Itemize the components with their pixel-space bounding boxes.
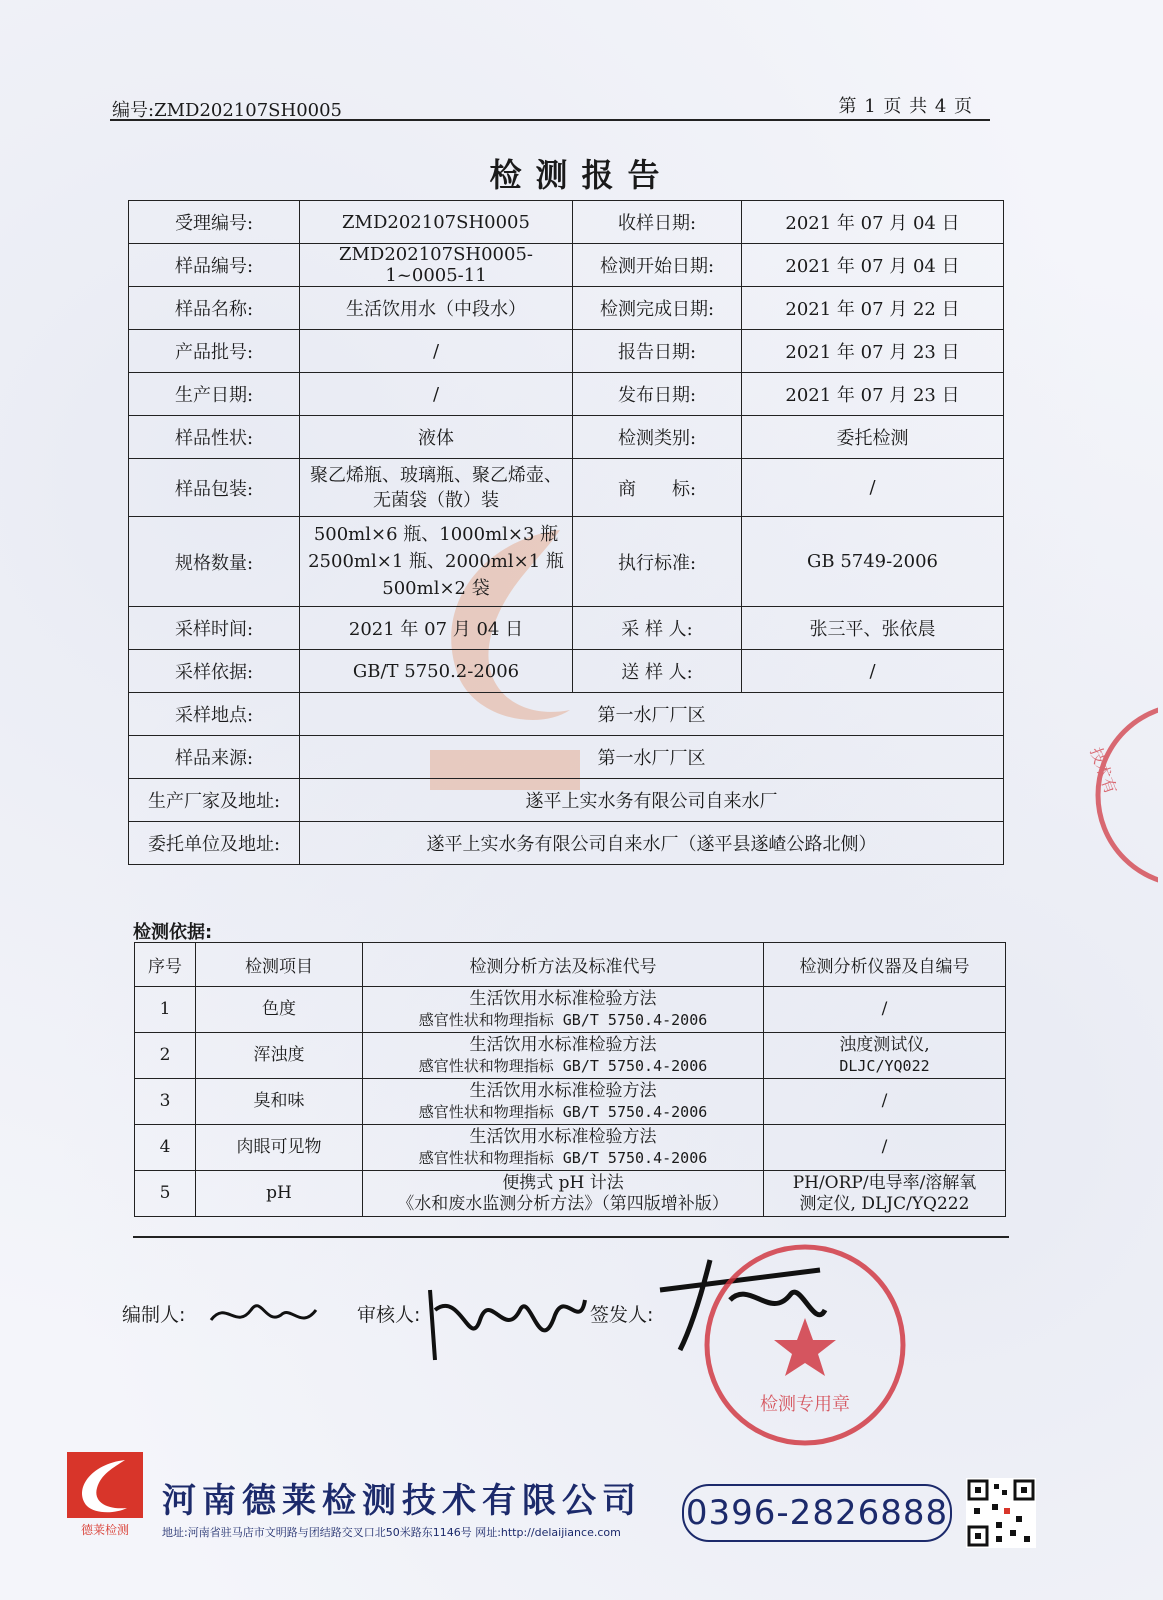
info-label: 检测完成日期: bbox=[573, 287, 742, 330]
info-value: 2021 年 07 月 23 日 bbox=[742, 330, 1004, 373]
info-label: 样品名称: bbox=[129, 287, 300, 330]
info-value bbox=[300, 459, 573, 517]
cell-item: 臭和味 bbox=[196, 1079, 363, 1125]
cell-no: 4 bbox=[135, 1125, 196, 1171]
instrument-line: PH/ORP/电导率/溶解氧 bbox=[792, 1172, 977, 1193]
info-value: / bbox=[742, 459, 1004, 517]
info-row-wide bbox=[129, 736, 1004, 779]
info-row bbox=[129, 330, 1004, 373]
info-value: 第一水厂厂区 bbox=[300, 693, 1004, 736]
cell-item: pH bbox=[196, 1171, 363, 1217]
info-value-line: 2500ml×1 瓶、2000ml×1 瓶 bbox=[308, 551, 564, 572]
instrument-line: 测定仪, DLJC/YQ222 bbox=[799, 1193, 970, 1214]
info-label: 生产日期: bbox=[129, 373, 300, 416]
table-row bbox=[135, 987, 1006, 1033]
table-row bbox=[135, 1079, 1006, 1125]
info-label: 生产厂家及地址: bbox=[129, 779, 300, 822]
info-value: GB/T 5750.2-2006 bbox=[300, 650, 573, 693]
info-value-line: 无菌袋（散）装 bbox=[373, 489, 499, 511]
info-label: 样品来源: bbox=[129, 736, 300, 779]
report-title: 检测报告 bbox=[489, 156, 674, 194]
info-value: 2021 年 07 月 04 日 bbox=[300, 607, 573, 650]
column-header: 检测项目 bbox=[196, 943, 363, 987]
cell-instrument bbox=[764, 1171, 1006, 1217]
method-line: 感官性状和物理指标 GB/T 5750.4-2006 bbox=[418, 1102, 708, 1121]
test-basis-table bbox=[134, 942, 1006, 1217]
info-row-wide bbox=[129, 779, 1004, 822]
info-value-line: 聚乙烯瓶、玻璃瓶、聚乙烯壶、 bbox=[310, 464, 562, 486]
info-value: / bbox=[300, 373, 573, 416]
instrument-line: / bbox=[881, 1137, 888, 1157]
editor-signature-icon bbox=[206, 1290, 326, 1340]
report-number-label: 编号: bbox=[112, 100, 155, 121]
table-row bbox=[135, 1171, 1006, 1217]
info-value: 2021 年 07 月 23 日 bbox=[742, 373, 1004, 416]
logo-text: 德莱检测 bbox=[80, 1523, 130, 1537]
cell-method bbox=[363, 1125, 764, 1171]
info-row bbox=[129, 201, 1004, 244]
info-value: 生活饮用水（中段水） bbox=[300, 287, 573, 330]
info-value: 2021 年 07 月 22 日 bbox=[742, 287, 1004, 330]
info-label: 采样依据: bbox=[129, 650, 300, 693]
company-seal-icon bbox=[700, 1240, 910, 1450]
info-value: / bbox=[300, 330, 573, 373]
column-header: 序号 bbox=[135, 943, 196, 987]
issuer-label: 签发人: bbox=[590, 1304, 654, 1326]
info-label: 样品包装: bbox=[129, 459, 300, 517]
info-value: 液体 bbox=[300, 416, 573, 459]
method-line: 生活饮用水标准检验方法 bbox=[469, 1034, 657, 1055]
cell-no: 5 bbox=[135, 1171, 196, 1217]
column-header: 检测分析仪器及自编号 bbox=[764, 943, 1006, 987]
method-line: 生活饮用水标准检验方法 bbox=[469, 988, 657, 1009]
method-line: 感官性状和物理指标 GB/T 5750.4-2006 bbox=[418, 1010, 708, 1029]
cell-item: 肉眼可见物 bbox=[196, 1125, 363, 1171]
info-label: 规格数量: bbox=[129, 517, 300, 607]
info-label: 采样地点: bbox=[129, 693, 300, 736]
info-value: 2021 年 07 月 04 日 bbox=[742, 201, 1004, 244]
column-header: 检测分析方法及标准代号 bbox=[363, 943, 764, 987]
cell-no: 1 bbox=[135, 987, 196, 1033]
info-row bbox=[129, 287, 1004, 330]
cell-item: 浑浊度 bbox=[196, 1033, 363, 1079]
info-label: 报告日期: bbox=[573, 330, 742, 373]
info-label: 检测开始日期: bbox=[573, 244, 742, 287]
signature-divider bbox=[133, 1236, 1009, 1238]
info-value: 第一水厂厂区 bbox=[300, 736, 1004, 779]
info-label: 受理编号: bbox=[129, 201, 300, 244]
info-label: 样品性状: bbox=[129, 416, 300, 459]
info-label: 产品批号: bbox=[129, 330, 300, 373]
cell-no: 2 bbox=[135, 1033, 196, 1079]
report-info-table bbox=[128, 200, 1004, 865]
info-value: 2021 年 07 月 04 日 bbox=[742, 244, 1004, 287]
table-row bbox=[135, 1033, 1006, 1079]
info-label: 采 样 人: bbox=[573, 607, 742, 650]
info-value: 遂平上实水务有限公司自来水厂（遂平县遂嵖公路北侧） bbox=[300, 822, 1004, 865]
editor-label: 编制人: bbox=[122, 1304, 186, 1326]
info-label: 收样日期: bbox=[573, 201, 742, 244]
info-label: 检测类别: bbox=[573, 416, 742, 459]
info-row-wide bbox=[129, 693, 1004, 736]
cell-method bbox=[363, 1033, 764, 1079]
info-label: 样品编号: bbox=[129, 244, 300, 287]
instrument-line: 浊度测试仪, bbox=[839, 1034, 930, 1055]
company-logo-icon bbox=[65, 1450, 145, 1540]
method-line: 感官性状和物理指标 GB/T 5750.4-2006 bbox=[418, 1056, 708, 1075]
cell-instrument bbox=[764, 987, 1006, 1033]
info-row bbox=[129, 650, 1004, 693]
info-value: 张三平、张依晨 bbox=[742, 607, 1004, 650]
cell-instrument bbox=[764, 1033, 1006, 1079]
method-line: 感官性状和物理指标 GB/T 5750.4-2006 bbox=[418, 1148, 708, 1167]
instrument-line: DLJC/YQ022 bbox=[839, 1056, 930, 1075]
info-label: 采样时间: bbox=[129, 607, 300, 650]
cell-instrument bbox=[764, 1125, 1006, 1171]
info-value-line: 500ml×6 瓶、1000ml×3 瓶 bbox=[313, 524, 559, 545]
cell-no: 3 bbox=[135, 1079, 196, 1125]
info-value: 遂平上实水务有限公司自来水厂 bbox=[300, 779, 1004, 822]
seal-sub-text: 检测专用章 bbox=[760, 1394, 850, 1415]
info-label: 委托单位及地址: bbox=[129, 822, 300, 865]
info-value: GB 5749-2006 bbox=[742, 517, 1004, 607]
info-value: / bbox=[742, 650, 1004, 693]
company-address: 地址:河南省驻马店市文明路与团结路交叉口北50米路东1146号 网址:http://delaijiance.com bbox=[162, 1526, 621, 1539]
side-seal-icon bbox=[1068, 700, 1158, 890]
basis-title: 检测依据: bbox=[133, 922, 213, 943]
header-divider bbox=[110, 119, 990, 121]
instrument-line: / bbox=[881, 999, 888, 1019]
info-row-wide bbox=[129, 822, 1004, 865]
method-line: 生活饮用水标准检验方法 bbox=[469, 1126, 657, 1147]
svg-text:技术有: 技术有 bbox=[1086, 744, 1121, 797]
info-label: 执行标准: bbox=[573, 517, 742, 607]
info-value: ZMD202107SH0005-1~0005-11 bbox=[300, 244, 573, 287]
cell-method bbox=[363, 1079, 764, 1125]
reviewer-signature-icon bbox=[420, 1270, 590, 1370]
info-value-line: 500ml×2 袋 bbox=[382, 578, 490, 599]
info-row bbox=[129, 517, 1004, 607]
report-number-value: ZMD202107SH0005 bbox=[154, 100, 342, 121]
table-header-row bbox=[135, 943, 1006, 987]
info-row bbox=[129, 416, 1004, 459]
reviewer-label: 审核人: bbox=[357, 1304, 421, 1326]
method-line: 《水和废水监测分析方法》（第四版增补版） bbox=[397, 1193, 729, 1214]
method-line: 便携式 pH 计法 bbox=[502, 1172, 624, 1193]
cell-method bbox=[363, 1171, 764, 1217]
info-value bbox=[300, 517, 573, 607]
info-row bbox=[129, 244, 1004, 287]
info-row bbox=[129, 459, 1004, 517]
cell-instrument bbox=[764, 1079, 1006, 1125]
cell-method bbox=[363, 987, 764, 1033]
info-row bbox=[129, 373, 1004, 416]
method-line: 生活饮用水标准检验方法 bbox=[469, 1080, 657, 1101]
info-value: 委托检测 bbox=[742, 416, 1004, 459]
company-phone: 0396-2826888 bbox=[682, 1484, 952, 1542]
instrument-line: / bbox=[881, 1091, 888, 1111]
cell-item: 色度 bbox=[196, 987, 363, 1033]
info-label: 商 标: bbox=[573, 459, 742, 517]
info-row bbox=[129, 607, 1004, 650]
table-row bbox=[135, 1125, 1006, 1171]
info-label: 送 样 人: bbox=[573, 650, 742, 693]
page-info: 第 1 页 共 4 页 bbox=[838, 96, 973, 117]
info-label: 发布日期: bbox=[573, 373, 742, 416]
company-name: 河南德莱检测技术有限公司 bbox=[162, 1481, 642, 1521]
info-value: ZMD202107SH0005 bbox=[300, 201, 573, 244]
qr-code-icon bbox=[966, 1478, 1036, 1548]
